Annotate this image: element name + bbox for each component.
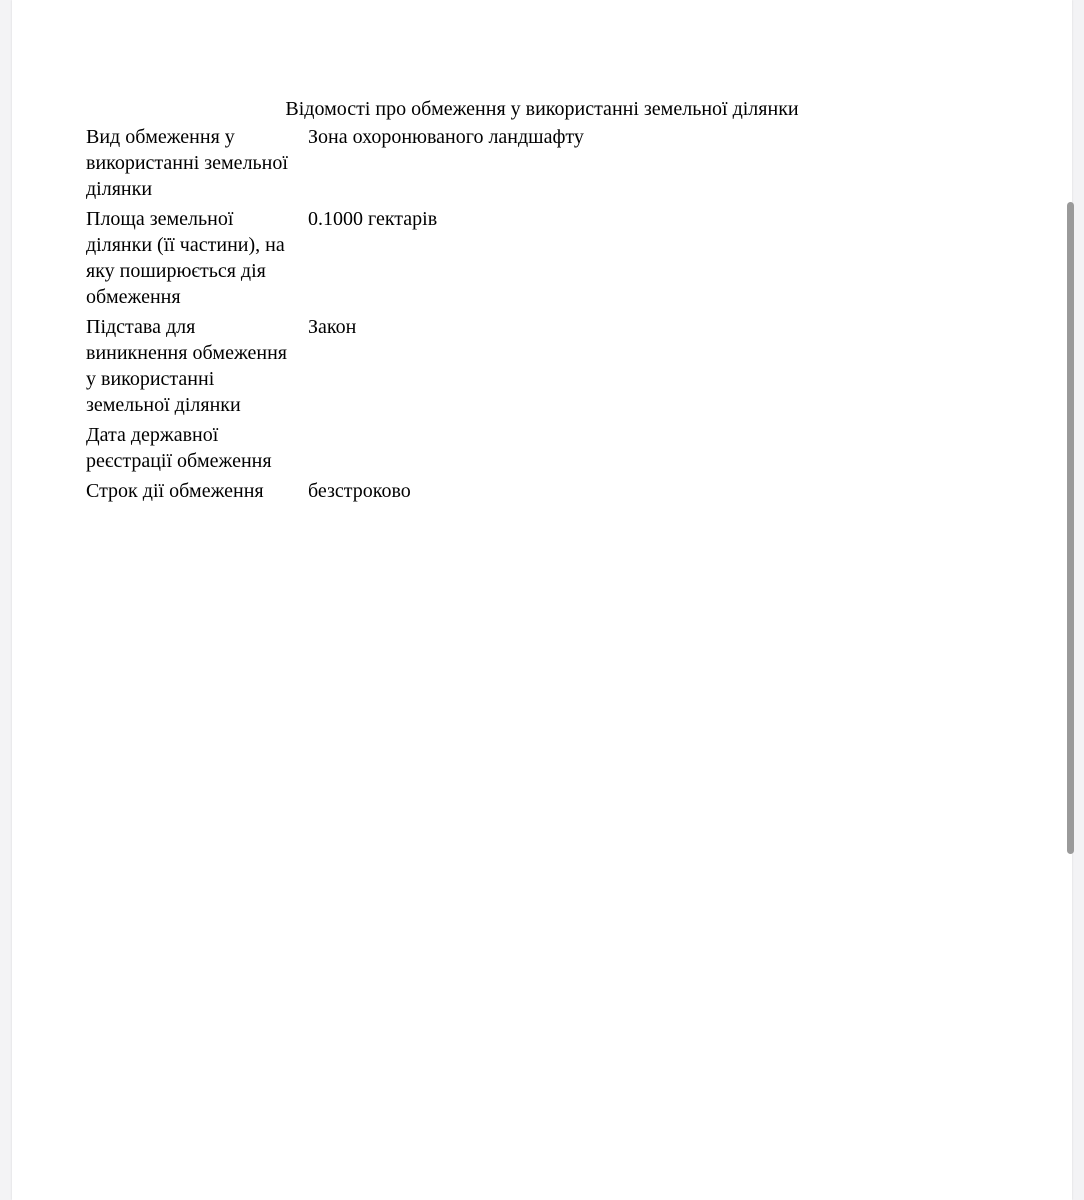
row-label-duration: Строк дії обмеження (86, 480, 264, 502)
document-title: Відомості про обмеження у використанні земельної ділянки (285, 98, 799, 120)
table-row (86, 422, 908, 474)
table-row (86, 478, 908, 504)
row-value-duration: безстроково (308, 480, 411, 502)
document-page (12, 0, 1072, 1200)
row-value-restriction-type: Зона охоронюваного ландшафту (308, 126, 584, 148)
table-row (86, 206, 908, 310)
scrollbar-thumb[interactable] (1067, 202, 1074, 854)
table-row (86, 314, 908, 418)
row-label-restriction-type: Вид обмеження у використанні земельної ділянки (86, 126, 288, 200)
table-row (86, 124, 908, 202)
restriction-table (86, 124, 908, 508)
row-label-registration-date: Дата державної реєстрації обмеження (86, 424, 272, 472)
row-value-basis: Закон (308, 316, 357, 338)
row-label-basis: Підстава для виникнення обмеження у використанні земельної ділянки (86, 316, 288, 416)
row-value-area: 0.1000 гектарів (308, 208, 438, 230)
row-label-area: Площа земельної ділянки (її частини), на яку поширюється дія обмеження (86, 208, 285, 308)
